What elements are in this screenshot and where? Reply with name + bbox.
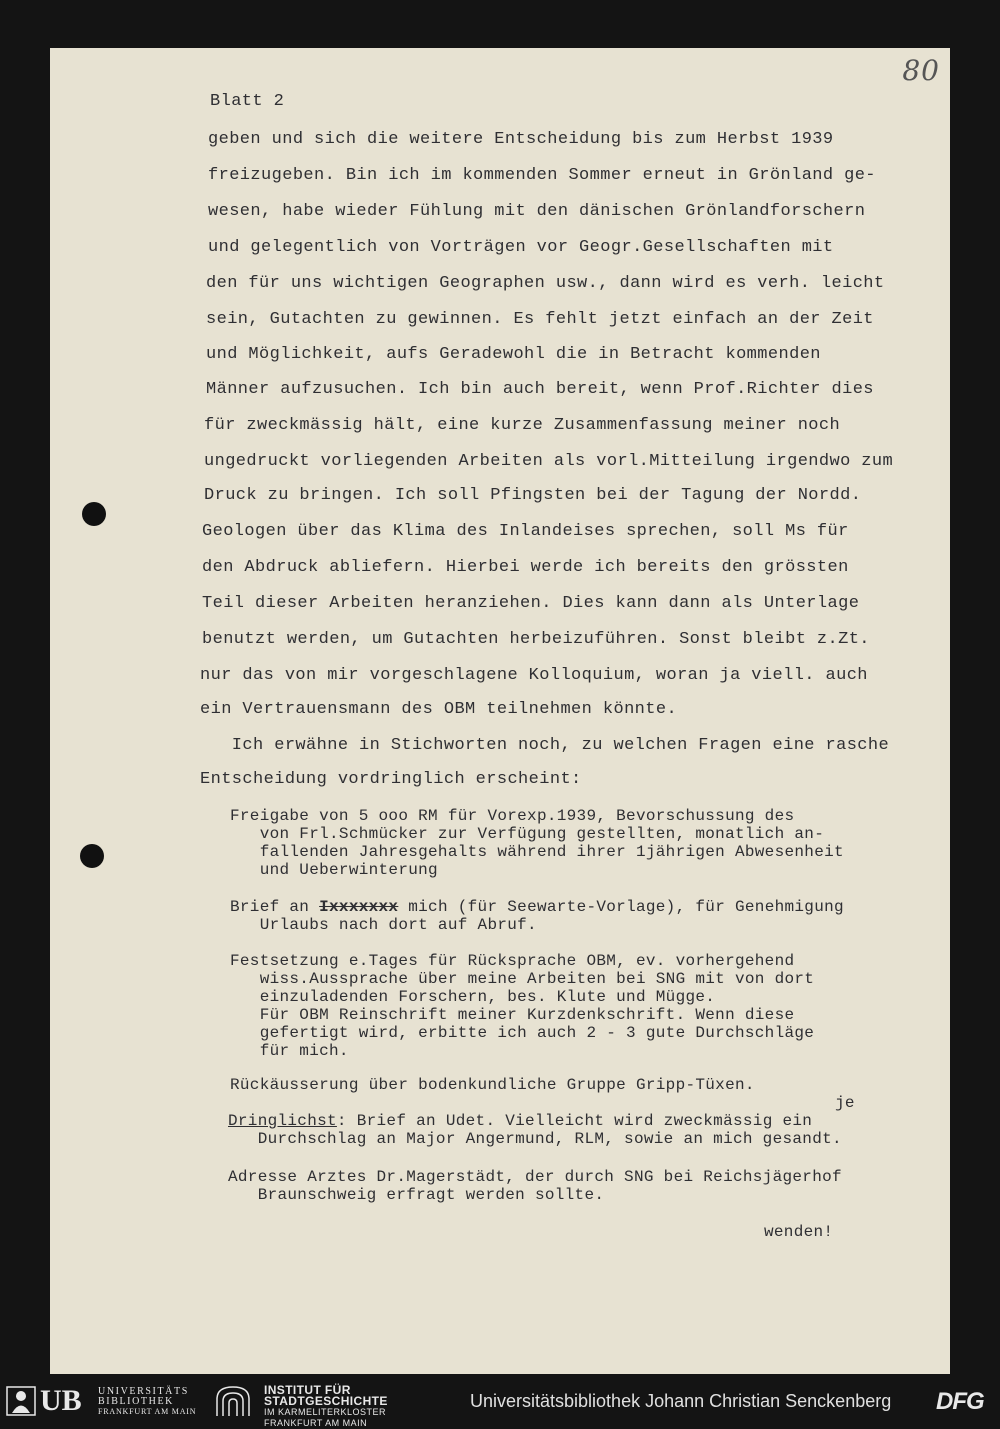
text-line: Druck zu bringen. Ich soll Pfingsten bei der Tagung der Nordd. bbox=[204, 486, 862, 505]
list-item-line: Durchschlag an Major Angermund, RLM, sowie an mich gesandt. bbox=[228, 1130, 842, 1148]
text-line: nur das von mir vorgeschlagene Kolloquium, woran ja viell. auch bbox=[200, 666, 868, 685]
ub-line: UNIVERSITÄTS bbox=[98, 1386, 189, 1397]
list-item-text: Brief an bbox=[230, 898, 320, 916]
dfg-logo: DFG bbox=[936, 1388, 984, 1415]
page-number: 80 bbox=[902, 54, 940, 87]
list-item-line: Freigabe von 5 ooo RM für Vorexp.1939, Bevorschussung des bbox=[230, 807, 795, 825]
text-line: den für uns wichtigen Geographen usw., dann wird es verh. leicht bbox=[206, 274, 885, 293]
page-header: Blatt 2 bbox=[210, 92, 285, 111]
text-line: geben und sich die weitere Entscheidung bis zum Herbst 1939 bbox=[208, 130, 834, 149]
list-item-text: mich (für Seewarte-Vorlage), für Genehmigung bbox=[398, 898, 844, 916]
text-line: ungedruckt vorliegenden Arbeiten als vorl.Mitteilung irgendwo zum bbox=[204, 452, 894, 471]
ub-line: BIBLIOTHEK bbox=[98, 1396, 174, 1407]
text-line: freizugeben. Bin ich im kommenden Sommer erneut in Grönland ge- bbox=[208, 166, 876, 185]
list-item-line bbox=[230, 898, 844, 916]
text-line: Geologen über das Klima des Inlandeises sprechen, soll Ms für bbox=[202, 522, 849, 541]
isg-line: STADTGESCHICHTE bbox=[264, 1394, 388, 1408]
list-item-line: fallenden Jahresgehalts während ihrer 1jährigen Abwesenheit bbox=[230, 843, 844, 861]
list-item-line bbox=[228, 1112, 812, 1130]
text-line: für zweckmässig hält, eine kurze Zusammenfassung meiner noch bbox=[204, 416, 841, 435]
list-item-line: von Frl.Schmücker zur Verfügung gestellten, monatlich an- bbox=[230, 825, 825, 843]
ub-line: FRANKFURT AM MAIN bbox=[98, 1407, 197, 1416]
isg-line: FRANKFURT AM MAIN bbox=[264, 1418, 368, 1428]
text-line: sein, Gutachten zu gewinnen. Es fehlt jetzt einfach an der Zeit bbox=[206, 310, 874, 329]
list-item-line: Festsetzung e.Tages für Rücksprache OBM, ev. vorhergehend bbox=[230, 952, 795, 970]
list-item-line: einzuladenden Forschern, bes. Klute und Mügge. bbox=[230, 988, 716, 1006]
text-line: den Abdruck abliefern. Hierbei werde ich bereits den grössten bbox=[202, 558, 849, 577]
list-item-line: Urlaubs nach dort auf Abruf. bbox=[230, 916, 537, 934]
list-item-line: gefertigt wird, erbitte ich auch 2 - 3 gute Durchschläge bbox=[230, 1024, 815, 1042]
document-page bbox=[50, 48, 950, 1374]
text-line: und Möglichkeit, aufs Geradewohl die in Betracht kommenden bbox=[206, 345, 821, 364]
ub-seal-icon bbox=[6, 1386, 36, 1416]
list-item-line: für mich. bbox=[230, 1042, 349, 1060]
text-line: benutzt werden, um Gutachten herbeizuführen. Sonst bleibt z.Zt. bbox=[202, 630, 870, 649]
text-line: Teil dieser Arbeiten heranziehen. Dies kann dann als Unterlage bbox=[202, 594, 860, 613]
list-item-line: Für OBM Reinschrift meiner Kurzdenkschrift. Wenn diese bbox=[230, 1006, 795, 1024]
isg-line: IM KARMELITERKLOSTER bbox=[264, 1407, 387, 1417]
list-item-line: Braunschweig erfragt werden sollte. bbox=[228, 1186, 605, 1204]
struck-word: Ixxxxxxx bbox=[319, 898, 399, 916]
text-line: ein Vertrauensmann des OBM teilnehmen könnte. bbox=[200, 700, 678, 719]
archive-name: Universitätsbibliothek Johann Christian Senckenberg bbox=[470, 1391, 892, 1411]
isg-line: INSTITUT FÜR bbox=[264, 1383, 351, 1397]
ub-logo-text: UB bbox=[40, 1384, 82, 1417]
ub-name bbox=[98, 1387, 196, 1417]
text-line: wesen, habe wieder Fühlung mit den dänischen Grönlandforschern bbox=[208, 202, 866, 221]
text-line: Männer aufzusuchen. Ich bin auch bereit, wenn Prof.Richter dies bbox=[206, 380, 874, 399]
isg-name bbox=[264, 1385, 388, 1429]
punch-hole bbox=[82, 502, 106, 526]
list-item-line: wiss.Aussprache über meine Arbeiten bei SNG mit von dort bbox=[230, 970, 815, 988]
list-item-line: Adresse Arztes Dr.Magerstädt, der durch SNG bei Reichsjägerhof bbox=[228, 1168, 842, 1186]
punch-hole bbox=[80, 844, 104, 868]
list-item-line: und Ueberwinterung bbox=[230, 861, 438, 879]
text-line: Entscheidung vordringlich erscheint: bbox=[200, 770, 582, 789]
footer-bar bbox=[0, 1376, 1000, 1426]
text-line: und gelegentlich von Vorträgen vor Geogr.Gesellschaften mit bbox=[208, 238, 834, 257]
isg-arch-icon bbox=[214, 1385, 252, 1417]
text-line: Ich erwähne in Stichworten noch, zu welchen Fragen eine rasche bbox=[200, 736, 890, 755]
inserted-word: je bbox=[835, 1094, 855, 1112]
list-item-text: : Brief an Udet. Vielleicht wird zweckmässig ein bbox=[336, 1112, 813, 1130]
underlined-label: Dringlichst bbox=[228, 1112, 337, 1130]
closing-note: wenden! bbox=[764, 1223, 834, 1241]
list-item-line: Rückäusserung über bodenkundliche Gruppe Gripp-Tüxen. bbox=[230, 1076, 755, 1094]
